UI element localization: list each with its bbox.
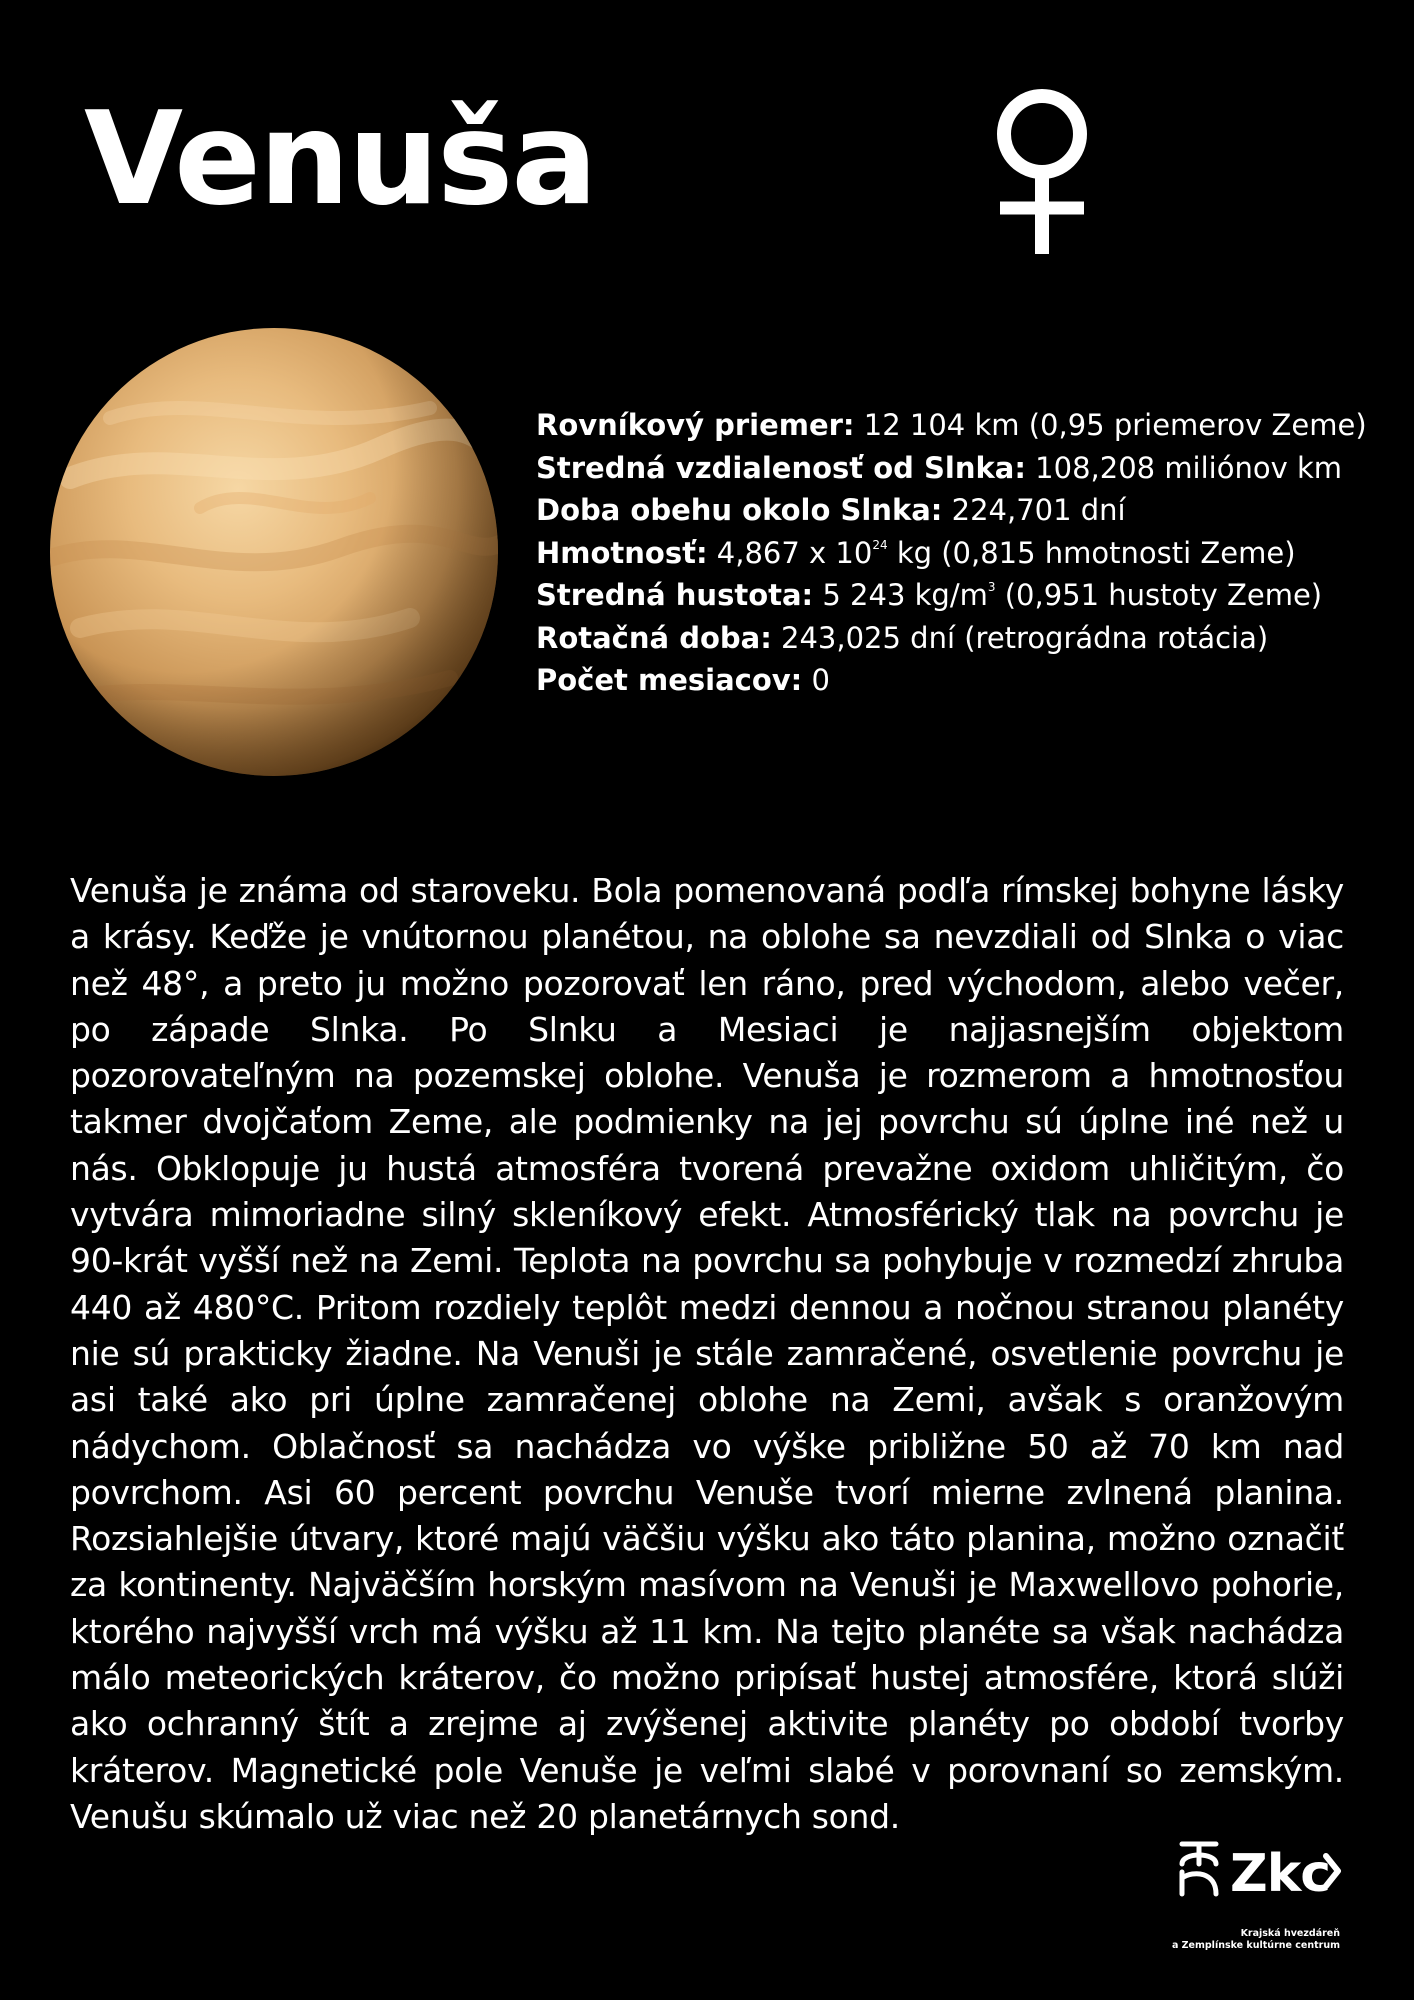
fact-label: Počet mesiacov: — [536, 663, 803, 697]
planet-facts — [536, 404, 1396, 702]
fact-label: Rotačná doba: — [536, 620, 772, 655]
fact-value-suffix: (0,951 hustoty Zeme) — [995, 578, 1323, 612]
venus-symbol-icon — [990, 86, 1094, 258]
fact-value: 0 — [811, 663, 830, 697]
fact-row-mean-distance — [536, 447, 1396, 490]
fact-label: Stredná vzdialenosť od Slnka: — [536, 450, 1026, 485]
logo-caption-line2: a Zemplínske kultúrne centrum — [1171, 1940, 1340, 1951]
page-title: Venuša — [84, 85, 596, 234]
logo-wordmark: Zkc — [1230, 1844, 1331, 1904]
logo-caption-line1: Krajská hvezdáreň — [1240, 1928, 1340, 1939]
fact-row-mean-density — [536, 574, 1396, 617]
fact-row-moon-count — [536, 659, 1396, 702]
fact-value-prefix: 4,867 x 10 — [716, 535, 873, 570]
chevron-right-icon — [1322, 1852, 1342, 1890]
fact-value: 108,208 miliónov km — [1035, 450, 1343, 485]
fact-row-equatorial-diameter — [536, 404, 1396, 447]
fact-value-exponent: 24 — [872, 537, 888, 552]
fact-label: Doba obehu okolo Slnka: — [536, 493, 943, 527]
fact-value: 224,701 dní — [951, 493, 1126, 527]
fact-value: 243,025 dní (retrográdna rotácia) — [781, 620, 1269, 655]
fact-label: Stredná hustota: — [536, 578, 814, 612]
krajska-hvezdaren-mark-icon — [1176, 1838, 1222, 1898]
fact-value-exponent: 3 — [987, 580, 996, 594]
fact-label: Rovníkový priemer: — [536, 408, 855, 442]
fact-row-orbital-period — [536, 489, 1396, 532]
description-paragraph: Venuša je známa od staroveku. Bola pomenovaná podľa rímskej bohyne lásky a krásy. Keďže je vnútornou planétou, na oblohe sa nevzdiali od Slnka o viac než 48°, a preto ju možno pozorovať len ráno, pred východom, alebo večer, po západe Slnka. Po Slnku a Mesiaci je najjasnejším objektom pozorovateľným na pozemskej oblohe. Venuša je rozmerom a hmotnosťou takmer dvojčaťom Zeme, ale podmienky na jej povrchu sú úplne iné než u nás. Obklopuje ju hustá atmosféra tvorená prevažne oxidom uhličitým, čo vytvára mimoriadne silný skleníkový efekt. Atmosférický tlak na povrchu je 90-krát vyšší než na Zemi. Teplota na povrchu sa pohybuje v rozmedzí zhruba 440 až 480°C. Pritom rozdiely teplôt medzi dennou a nočnou stranou planéty nie sú prakticky žiadne. Na Venuši je stále zamračené, osvetlenie povrchu je asi také ako pri úplne zamračenej oblohe na Zemi, avšak s oranžovým nádychom. Oblačnosť sa nachádza vo výške približne 50 až 70 km nad povrchom. Asi 60 percent povrchu Venuše tvorí mierne zvlnená planina. Rozsiahlejšie útvary, ktoré majú väčšiu výšku ako táto planina, možno označiť za kontinenty. Najväčším horským masívom na Venuši je Maxwellovo pohorie, ktorého najvyšší vrch má výšku až 11 km. Na tejto planéte sa však nachádza málo meteorických kráterov, čo možno pripísať hustej atmosfére, ktorá slúži ako ochranný štít a zrejme aj zvýšenej aktivite planéty po období tvorby kráterov. Magnetické pole Venuše je veľmi slabé v porovnaní so zemským. Venušu skúmalo už viac než 20 planetárnych sond. — [70, 871, 1344, 1836]
fact-value — [822, 578, 1322, 612]
logo — [1171, 1838, 1346, 1954]
fact-row-rotation-period — [536, 617, 1396, 660]
fact-value — [717, 536, 1296, 570]
fact-row-mass — [536, 532, 1396, 575]
fact-value: 12 104 km (0,95 priemerov Zeme) — [863, 408, 1367, 442]
logo-caption — [1160, 1928, 1340, 1952]
fact-value-prefix: 5 243 kg/m — [822, 578, 988, 612]
fact-label: Hmotnosť: — [536, 535, 708, 570]
venus-planet-image — [50, 328, 498, 776]
fact-value-suffix: kg (0,815 hmotnosti Zeme) — [887, 535, 1296, 570]
